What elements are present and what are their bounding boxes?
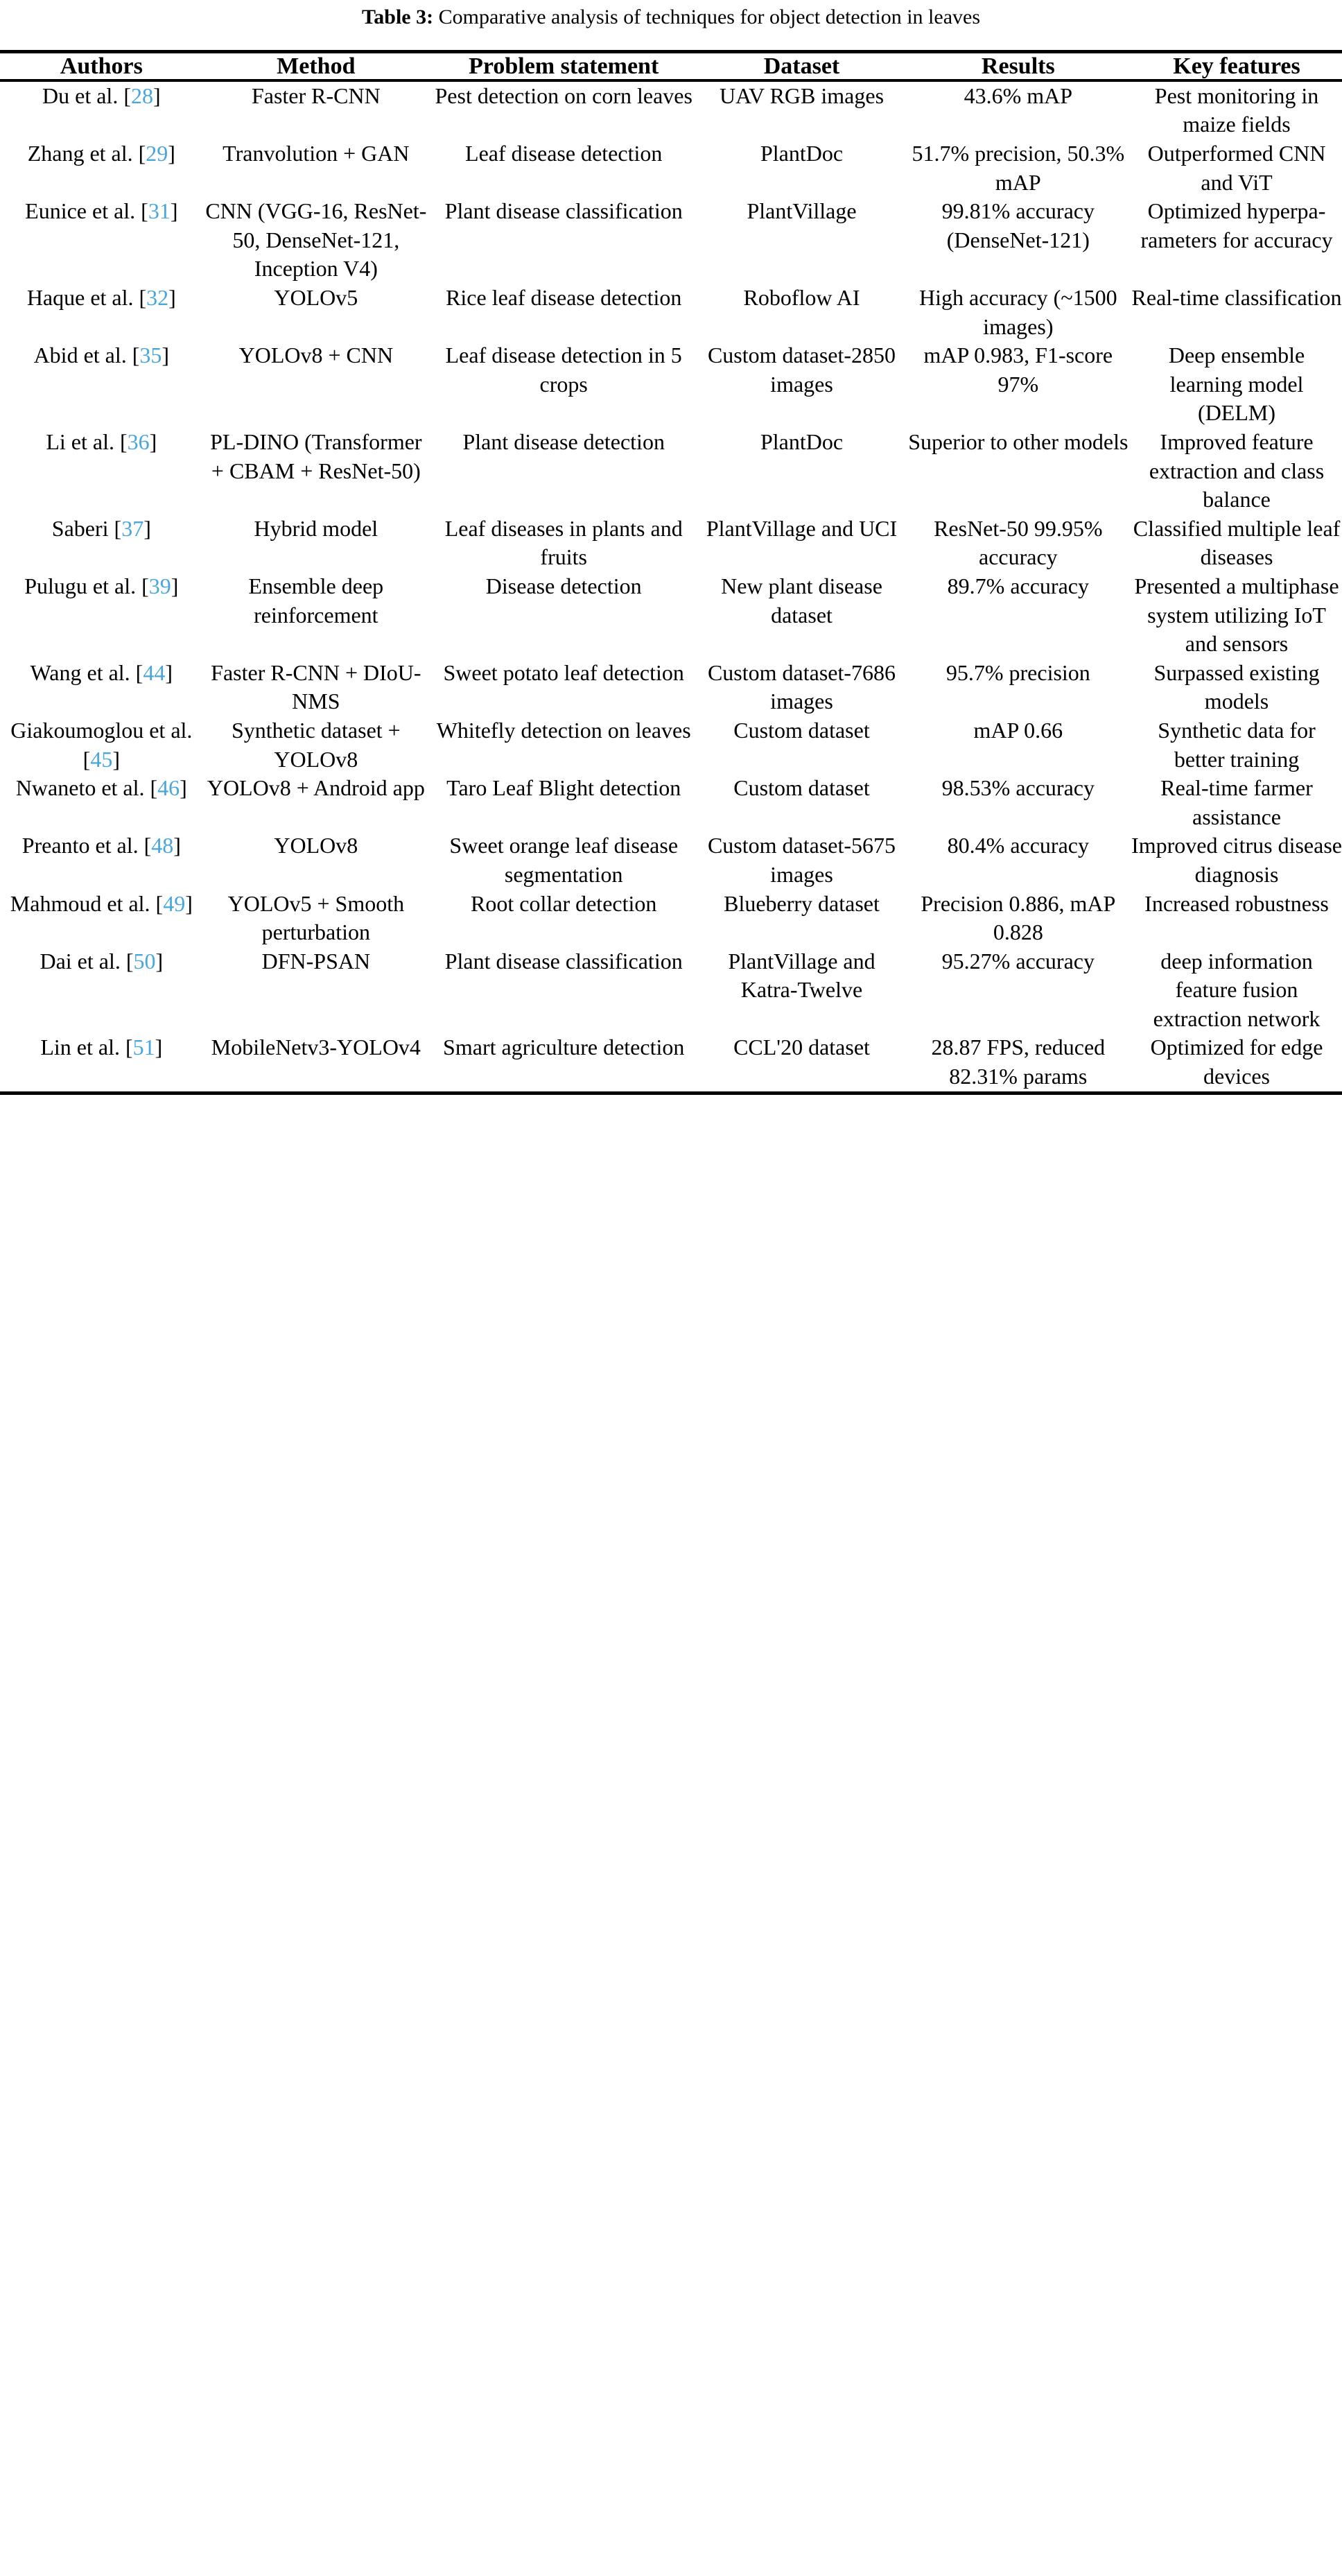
cell-results: 95.7% precision: [946, 659, 1090, 685]
cell-problem-statement: Disease detection: [485, 573, 642, 598]
table-row: [0, 947, 1342, 1034]
citation-link[interactable]: 28: [130, 83, 153, 108]
table-row: [0, 284, 1342, 341]
cell-method: Tranvolution + GAN: [223, 141, 410, 166]
cell-key-features: Improved feature extraction and class balance: [1149, 429, 1325, 512]
cell-results: 89.7% accuracy: [947, 573, 1089, 598]
table-row: [0, 890, 1342, 947]
cell-method: Synthetic dataset + YOLOv8: [231, 717, 401, 772]
cell-authors: Giakoumoglou et al. [45]: [10, 717, 193, 772]
cell-dataset: PlantVillage: [747, 198, 857, 224]
cell-dataset: PlantVillage and UCI: [706, 515, 898, 541]
cell-results: mAP 0.66: [973, 717, 1063, 743]
table-row: [0, 341, 1342, 428]
cell-method: YOLOv5 + Smooth perturbation: [227, 890, 405, 945]
author-name: Zhang et al.: [27, 141, 133, 166]
cell-authors: Pulugu et al. [39]: [24, 573, 179, 598]
author-name: Dai et al.: [40, 948, 121, 974]
cell-dataset: PlantVillage and Katra-Twelve: [728, 948, 875, 1003]
author-name: Saberi: [51, 515, 109, 541]
cell-problem-statement: Whitefly detection on leaves: [436, 717, 691, 743]
cell-key-features: Optimized hyperpa-rameters for accuracy: [1140, 198, 1333, 252]
citation-link[interactable]: 31: [148, 198, 171, 224]
cell-authors: Mahmoud et al. [49]: [10, 890, 193, 916]
author-name: Abid et al.: [33, 343, 127, 368]
cell-method: Faster R-CNN: [251, 83, 381, 108]
citation-link[interactable]: 45: [90, 746, 113, 772]
cell-authors: Nwaneto et al. [46]: [15, 775, 187, 801]
cell-problem-statement: Plant disease detection: [462, 429, 665, 455]
cell-results: 28.87 FPS, reduced 82.31% params: [931, 1035, 1106, 1089]
author-name: Eunice et al.: [25, 198, 136, 224]
cell-method: DFN-PSAN: [261, 948, 371, 974]
citation-link[interactable]: 36: [127, 429, 150, 455]
citation-link[interactable]: 48: [151, 833, 174, 858]
citation-link[interactable]: 39: [148, 573, 171, 598]
cell-problem-statement: Leaf disease detection: [465, 141, 663, 166]
table-caption: [0, 0, 1342, 50]
cell-authors: Saberi [37]: [51, 515, 151, 541]
table-row: [0, 716, 1342, 774]
cell-dataset: PlantDoc: [760, 429, 844, 455]
author-name: Li et al.: [46, 429, 114, 455]
cell-results: 98.53% accuracy: [941, 775, 1095, 801]
cell-problem-statement: Rice leaf disease detection: [446, 285, 682, 311]
cell-authors: Zhang et al. [29]: [27, 141, 175, 166]
cell-key-features: deep information feature fusion extraction network: [1153, 948, 1321, 1031]
table-row: [0, 659, 1342, 716]
author-name: Nwaneto et al.: [15, 775, 145, 801]
citation-link[interactable]: 50: [133, 948, 156, 974]
cell-authors: Eunice et al. [31]: [25, 198, 178, 224]
cell-method: Faster R-CNN + DIoU-NMS: [211, 659, 421, 714]
author-name: Pulugu et al.: [24, 573, 137, 598]
comparative-analysis-table: [0, 50, 1342, 1095]
cell-problem-statement: Plant disease classification: [444, 948, 683, 974]
cell-authors: Li et al. [36]: [46, 429, 157, 455]
cell-dataset: Roboflow AI: [743, 285, 860, 311]
table-row: [0, 572, 1342, 659]
cell-authors: Preanto et al. [48]: [21, 833, 181, 858]
cell-dataset: Custom dataset-5675 images: [707, 833, 896, 887]
cell-dataset: CCL'20 dataset: [733, 1035, 870, 1060]
cell-key-features: Deep ensemble learning model (DELM): [1168, 343, 1305, 426]
cell-key-features: Outperformed CNN and ViT: [1147, 141, 1326, 195]
cell-key-features: Classified multiple leaf diseases: [1133, 515, 1341, 570]
column-header-method: Method: [277, 53, 356, 79]
cell-key-features: Real-time farmer assistance: [1160, 775, 1313, 829]
column-header-problem-statement: Problem statement: [469, 53, 659, 79]
cell-authors: Dai et al. [50]: [40, 948, 164, 974]
table-row: [0, 1033, 1342, 1093]
author-name: Du et al.: [42, 83, 119, 108]
table-body: [0, 82, 1342, 1093]
table-row: [0, 82, 1342, 139]
cell-key-features: Pest monitoring in maize fields: [1154, 83, 1319, 137]
cell-problem-statement: Root collar detection: [471, 890, 657, 916]
cell-authors: Haque et al. [32]: [26, 285, 176, 311]
cell-key-features: Optimized for edge devices: [1150, 1035, 1323, 1089]
cell-problem-statement: Sweet potato leaf detection: [443, 659, 684, 685]
cell-results: 51.7% precision, 50.3% mAP: [912, 141, 1125, 195]
cell-dataset: Custom dataset-2850 images: [707, 343, 896, 397]
cell-dataset: New plant disease dataset: [721, 573, 882, 628]
table-page: [0, 0, 1342, 1095]
cell-problem-statement: Leaf diseases in plants and fruits: [444, 515, 683, 570]
caption-text: Comparative analysis of techniques for object detection in leaves: [433, 6, 980, 28]
citation-link[interactable]: 37: [121, 515, 144, 541]
cell-method: PL-DINO (Transformer + CBAM + ResNet-50): [210, 429, 422, 483]
header-row: [0, 53, 1342, 80]
author-name: Wang et al.: [30, 659, 130, 685]
column-header-key-features: Key features: [1173, 53, 1300, 79]
citation-link[interactable]: 29: [146, 141, 168, 166]
cell-method: YOLOv8 + CNN: [238, 343, 394, 368]
table-bottom-rule: [0, 1093, 1342, 1095]
citation-link[interactable]: 46: [157, 775, 180, 801]
cell-key-features: Improved citrus disease diagnosis: [1131, 833, 1342, 887]
cell-results: 95.27% accuracy: [941, 948, 1095, 974]
cell-dataset: Custom dataset: [733, 717, 870, 743]
table-footer: [0, 1093, 1342, 1095]
table-header: [0, 51, 1342, 82]
cell-problem-statement: Taro Leaf Blight detection: [446, 775, 681, 801]
table-row: [0, 831, 1342, 889]
cell-method: Ensemble deep reinforcement: [248, 573, 384, 628]
citation-link[interactable]: 35: [139, 343, 162, 368]
citation-link[interactable]: 51: [132, 1035, 155, 1060]
cell-key-features: Real-time classification: [1131, 285, 1342, 311]
cell-results: 99.81% accuracy (DenseNet-121): [941, 198, 1095, 252]
cell-method: YOLOv5: [274, 285, 358, 311]
cell-method: Hybrid model: [254, 515, 378, 541]
author-name: Preanto et al.: [21, 833, 139, 858]
cell-results: Precision 0.886, mAP 0.828: [921, 890, 1116, 945]
cell-method: CNN (VGG-16, ResNet-50, DenseNet-121, Inception V4): [205, 198, 427, 282]
cell-results: High accuracy (~1500 images): [919, 285, 1117, 339]
cell-key-features: Synthetic data for better training: [1158, 717, 1316, 772]
cell-dataset: Custom dataset: [733, 775, 870, 801]
cell-authors: Abid et al. [35]: [33, 343, 170, 368]
cell-problem-statement: Leaf disease detection in 5 crops: [445, 343, 682, 397]
citation-link[interactable]: 44: [143, 659, 166, 685]
cell-results: ResNet-50 99.95% accuracy: [934, 515, 1103, 570]
cell-key-features: Presented a multiphase system utilizing IoT and sensors: [1134, 573, 1339, 657]
table-row: [0, 428, 1342, 515]
table-row: [0, 515, 1342, 572]
table-row: [0, 774, 1342, 831]
cell-method: YOLOv8: [274, 833, 358, 858]
cell-authors: Wang et al. [44]: [30, 659, 173, 685]
cell-problem-statement: Pest detection on corn leaves: [435, 83, 692, 108]
table-row: [0, 197, 1342, 284]
cell-problem-statement: Plant disease classification: [444, 198, 683, 224]
cell-dataset: UAV RGB images: [719, 83, 885, 108]
cell-method: YOLOv8 + Android app: [207, 775, 425, 801]
column-header-results: Results: [981, 53, 1055, 79]
column-header-dataset: Dataset: [763, 53, 840, 79]
cell-problem-statement: Smart agriculture detection: [443, 1035, 685, 1060]
cell-results: Superior to other models: [908, 429, 1128, 455]
author-name: Mahmoud et al.: [10, 890, 150, 916]
cell-results: mAP 0.983, F1-score 97%: [923, 343, 1113, 397]
cell-dataset: Blueberry dataset: [724, 890, 880, 916]
cell-authors: Lin et al. [51]: [40, 1035, 163, 1060]
cell-results: 43.6% mAP: [964, 83, 1073, 108]
column-header-authors: Authors: [60, 53, 143, 79]
cell-dataset: PlantDoc: [760, 141, 844, 166]
cell-key-features: Surpassed existing models: [1153, 659, 1320, 714]
cell-results: 80.4% accuracy: [947, 833, 1089, 858]
cell-method: MobileNetv3-YOLOv4: [211, 1035, 421, 1060]
cell-dataset: Custom dataset-7686 images: [707, 659, 896, 714]
citation-link[interactable]: 49: [163, 890, 186, 916]
cell-key-features: Increased robustness: [1144, 890, 1329, 916]
table-row: [0, 139, 1342, 197]
author-name: Giakoumoglou et al.: [10, 717, 193, 743]
cell-problem-statement: Sweet orange leaf disease segmentation: [449, 833, 679, 887]
caption-label: Table 3:: [362, 6, 434, 28]
author-name: Lin et al.: [40, 1035, 120, 1060]
citation-link[interactable]: 32: [146, 285, 169, 311]
author-name: Haque et al.: [26, 285, 134, 311]
cell-authors: Du et al. [28]: [42, 83, 161, 108]
